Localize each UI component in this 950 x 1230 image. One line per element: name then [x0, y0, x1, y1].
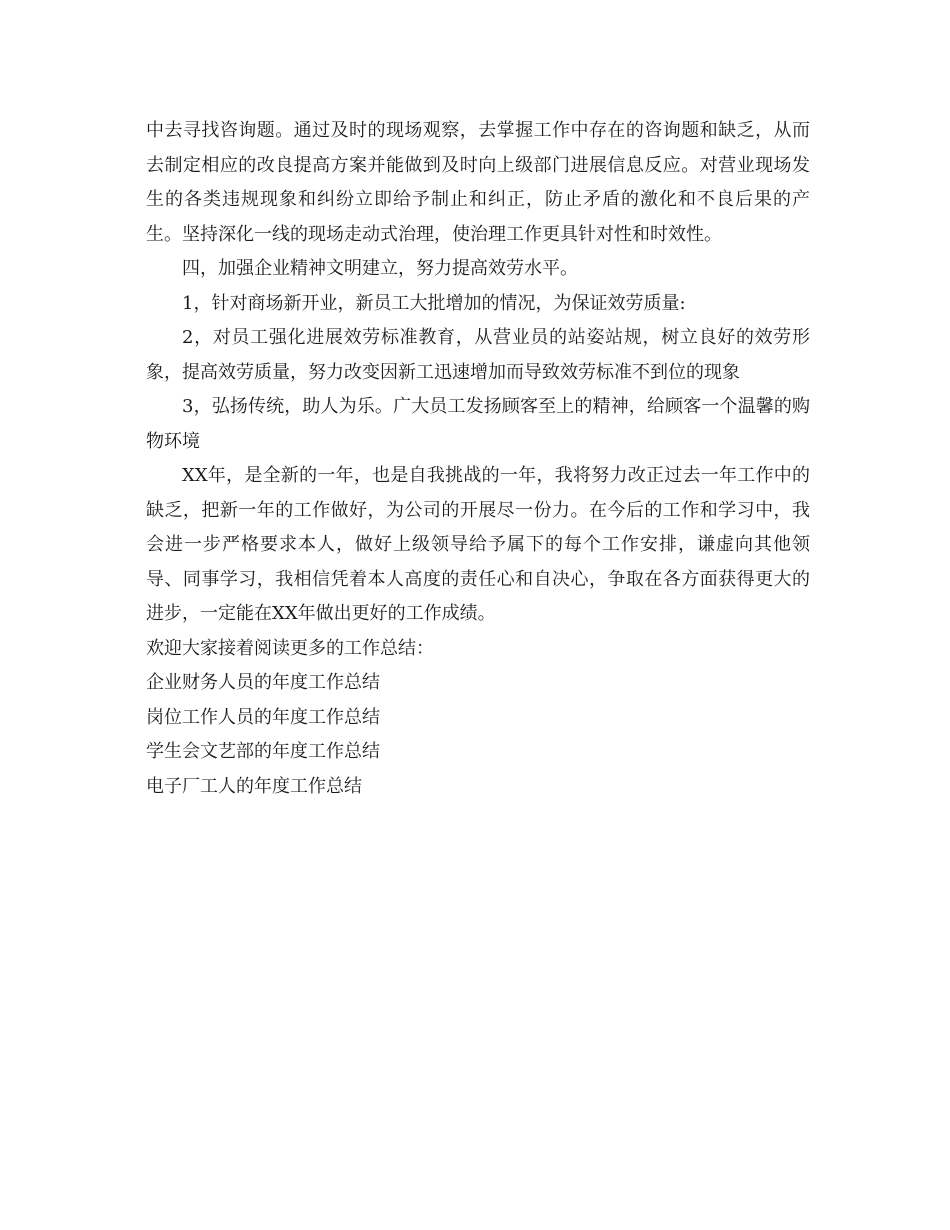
paragraph-4: 2，对员工强化进展效劳标准教育，从营业员的站姿站规，树立良好的效劳形象，提高效劳质量，努力改变因新工迅速增加而导致效劳标准不到位的现象 [146, 327, 810, 383]
related-link-1[interactable]: 企业财务人员的年度工作总结 [146, 672, 380, 693]
document-body [146, 114, 810, 804]
paragraph-6: XX年，是全新的一年，也是自我挑战的一年，我将努力改正过去一年工作中的缺乏，把新一年的工作做好，为公司的开展尽一份力。在今后的工作和学习中，我会进一步严格要求本人，做好上级领导给予属下的每个工作安排，谦虚向其他领导、同事学习，我相信凭着本人高度的责任心和自决心，争取在各方面获得更大的进步，一定能在XX年做出更好的工作成绩。 [146, 465, 810, 624]
paragraph-3: 1，针对商场新开业，新员工大批增加的情况，为保证效劳质量: [182, 292, 686, 314]
paragraph-1: 中去寻找咨询题。通过及时的现场观察，去掌握工作中存在的咨询题和缺乏，从而去制定相应的改良提高方案并能做到及时向上级部门进展信息反应。对营业现场发生的各类违规现象和纠纷立即给予制止和纠正，防止矛盾的激化和不良后果的产生。坚持深化一线的现场走动式治理，使治理工作更具针对性和时效性。 [146, 120, 810, 245]
related-link-3[interactable]: 学生会文艺部的年度工作总结 [146, 741, 380, 762]
paragraph-2: 四，加强企业精神文明建立，努力提高效劳水平。 [182, 258, 578, 279]
related-link-4[interactable]: 电子厂工人的年度工作总结 [146, 775, 362, 797]
paragraph-5: 3，弘扬传统，助人为乐。广大员工发扬顾客至上的精神，给顾客一个温馨的购物环境 [146, 396, 810, 452]
related-link-2[interactable]: 岗位工作人员的年度工作总结 [146, 706, 380, 728]
more-reading-prompt: 欢迎大家接着阅读更多的工作总结： [146, 637, 434, 659]
